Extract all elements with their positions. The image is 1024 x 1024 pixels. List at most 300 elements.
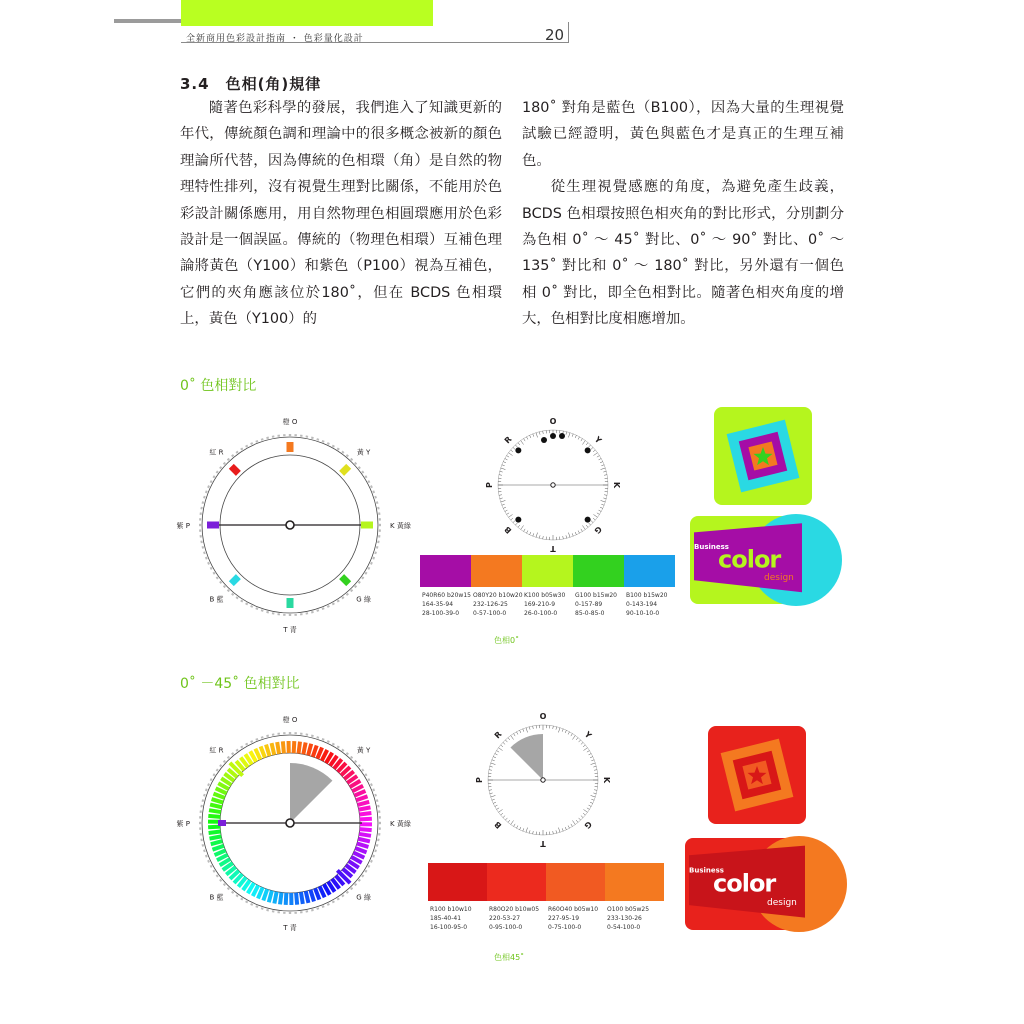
dial-tick — [589, 523, 591, 525]
paragraph: 180˚ 對角是藍色（B100），因為大量的生理視覺試驗已經證明，黃色與藍色才是真正的生理互補色。 — [522, 100, 844, 169]
dial-tick — [526, 728, 528, 733]
figure-caption-45deg: 色相45˚ — [494, 953, 525, 962]
body-column-left — [180, 95, 502, 333]
wheel-tick — [322, 738, 325, 741]
dial-tick — [533, 533, 534, 536]
wheel-tick — [223, 462, 226, 465]
dial-tick — [591, 760, 594, 761]
dial-tick — [558, 828, 560, 833]
dial-tick — [530, 435, 531, 438]
wheel-tick — [261, 907, 264, 910]
wheel-tick — [199, 827, 201, 830]
dial-tick — [521, 525, 524, 529]
wheel-tick — [370, 485, 373, 488]
wheel-tick — [223, 760, 226, 763]
wheel-center — [286, 521, 294, 529]
header-gray-rule — [114, 19, 181, 23]
wheel-hue-bar — [360, 817, 372, 822]
wheel-tick — [376, 799, 379, 802]
color-swatch — [546, 863, 605, 901]
wheel-tick — [283, 912, 286, 914]
wheel-tick — [327, 605, 330, 608]
dial-tick — [523, 828, 524, 831]
dial-tick — [593, 450, 595, 452]
wheel-hue-bar — [208, 814, 220, 819]
swatch-cmyk: 0-54-100-0 — [607, 924, 641, 931]
dial-tick — [565, 827, 566, 830]
wheel-tick — [370, 562, 373, 565]
dial-tick — [563, 536, 564, 539]
swatch-name: R60O40 b05w10 — [548, 906, 599, 913]
wheel-direction-label: 橙 O — [282, 418, 298, 426]
wheel-hue-bar — [289, 893, 293, 905]
swatch-cmyk: 16-100-95-0 — [430, 924, 468, 931]
dial-direction-label: K — [602, 776, 611, 784]
dial-tick — [497, 751, 500, 753]
dial-tick — [599, 510, 602, 511]
wheel-tick — [219, 879, 222, 882]
dial-tick — [603, 498, 606, 499]
dial-tick — [587, 751, 590, 753]
dial-tick — [589, 754, 592, 755]
dial-tick — [583, 809, 587, 812]
wheel-tick — [379, 529, 381, 532]
wheel-tick — [213, 870, 216, 873]
dial-direction-label: G — [592, 524, 604, 536]
wheel-tick — [289, 912, 291, 914]
dial-tick — [499, 495, 502, 496]
wheel-tick — [255, 738, 258, 741]
wheel-tick — [236, 596, 239, 599]
wheel-tick — [213, 475, 216, 478]
wheel-tick — [305, 435, 308, 437]
dial-tick — [529, 830, 530, 833]
wheel-direction-label: 橙 O — [282, 716, 298, 724]
wheel-tick — [236, 894, 239, 897]
wheel-tick — [200, 507, 202, 510]
wheel-tick — [283, 732, 286, 734]
wheel-tick — [227, 756, 230, 759]
dial-tick — [518, 525, 520, 527]
dial-tick — [513, 447, 515, 449]
wheel-tick — [202, 501, 205, 504]
dial-tick — [572, 736, 575, 740]
wheel-hue-bar — [299, 892, 305, 904]
swatch-rgb: 232-126-25 — [473, 601, 508, 608]
wheel-tick — [377, 838, 379, 841]
wheel-tick — [372, 855, 375, 858]
dial-tick — [572, 533, 573, 536]
dial-tick — [539, 535, 540, 538]
wheel-direction-label: B 藍 — [209, 595, 224, 604]
wheel-tick — [332, 602, 335, 605]
color-swatch-strip-0deg — [420, 555, 680, 617]
wheel-tick — [207, 562, 210, 565]
dial-tick — [593, 514, 597, 517]
figure-heading-0deg: 0˚ 色相對比 — [180, 378, 257, 394]
dial-tick — [600, 462, 603, 463]
wheel-tick — [200, 512, 202, 515]
wheel-tick — [379, 827, 381, 830]
swatch-cmyk: 85-0-85-0 — [575, 610, 605, 617]
swatch-name: R100 b10w10 — [430, 906, 472, 913]
dial-tick — [508, 820, 510, 822]
figure-heading-45deg: 0˚ －45˚ 色相對比 — [180, 676, 300, 692]
dial-tick — [503, 742, 505, 744]
dial-hue-dot — [585, 447, 591, 453]
wheel-tick — [255, 607, 258, 610]
swatch-cmyk: 0-57-100-0 — [473, 610, 507, 617]
wheel-hue-bar — [209, 808, 221, 814]
header-accent-band — [181, 0, 433, 26]
dial-hue-dot — [550, 433, 556, 439]
wheel-hue-bar — [209, 834, 222, 840]
swatch-rgb: 227-95-19 — [548, 915, 580, 922]
dial-tick — [507, 513, 510, 515]
wheel-tick — [277, 613, 280, 615]
dial-tick — [581, 816, 583, 818]
wheel-tick — [379, 524, 381, 526]
wheel-tick — [277, 435, 280, 437]
wheel-tick — [374, 496, 377, 499]
color-swatch — [471, 555, 522, 587]
dial-tick — [536, 433, 538, 438]
wheel-tick — [377, 507, 379, 510]
wheel-direction-label: 紅 R — [209, 746, 224, 755]
wheel-tick — [231, 752, 234, 755]
dial-direction-label: P — [475, 777, 484, 783]
swatch-rgb: 233-130-26 — [607, 915, 642, 922]
dial-tick — [593, 766, 596, 767]
paragraph: 從生理視覺感應的角度，為避免產生歧義，BCDS 色相環按照色相夾角的對比形式，分別劃分為色相 0˚ ～ 45˚ 對比、0˚ ～ 90˚ 對比、0˚ ～ 135˚ 對比和 0˚ ～ 180˚ 對比，另外還有一個色相 0˚ 對比，即全色相對比。隨著色相夾角度的增大，色相對比度相應增加。 — [522, 179, 844, 328]
badge-brand-text: Business — [694, 542, 729, 551]
wheel-tick — [311, 735, 314, 738]
dial-direction-label: O — [549, 417, 557, 426]
wheel-tick — [272, 910, 275, 912]
dial-tick — [568, 826, 569, 829]
dial-tick — [604, 475, 607, 476]
wheel-tick — [203, 849, 206, 852]
wheel-tick — [341, 451, 344, 454]
dial-tick — [491, 795, 496, 797]
dial-tick — [514, 734, 516, 737]
logo-badge-0deg — [690, 514, 842, 606]
wheel-tick — [376, 501, 379, 504]
wheel-tick — [346, 891, 349, 894]
dial-tick — [505, 510, 508, 511]
wheel-tick — [311, 909, 314, 912]
wheel-direction-label: T 青 — [283, 626, 297, 634]
wheel-tick — [350, 589, 353, 592]
wheel-tick — [337, 746, 340, 749]
dial-center — [551, 483, 555, 487]
wheel-tick — [266, 909, 269, 912]
swatch-name: B100 b15w20 — [626, 592, 668, 599]
dial-tick — [558, 728, 560, 733]
wheel-tick — [240, 600, 243, 603]
dial-tick — [533, 831, 534, 834]
wheel-hue-bar — [275, 742, 281, 754]
dial-tick — [594, 790, 597, 791]
wheel-tick — [316, 609, 319, 612]
wheel-tick — [376, 844, 379, 847]
dial-tick — [593, 518, 595, 520]
wheel-tick — [277, 733, 280, 735]
wheel-tick — [379, 816, 381, 819]
wheel-tick — [305, 612, 308, 614]
dial-tick — [599, 459, 602, 460]
wheel-tick — [322, 440, 325, 443]
wheel-tick — [203, 551, 206, 554]
wheel-tick — [200, 535, 202, 538]
dial-tick — [495, 754, 498, 755]
dial-tick — [493, 802, 496, 803]
dial-tick — [501, 745, 503, 747]
wheel-tick — [311, 611, 314, 614]
dial-tick — [591, 763, 596, 765]
dial-direction-label: Y — [582, 729, 594, 741]
badge-word: color — [718, 545, 781, 574]
wheel-tick — [332, 900, 335, 903]
wheel-tick — [289, 732, 291, 734]
badge-tagline: design — [764, 573, 794, 584]
wheel-tick — [245, 743, 248, 746]
wheel-hue-mark — [229, 464, 241, 476]
dial-tick — [502, 504, 505, 505]
wheel-direction-label: 紫 P — [176, 522, 190, 530]
badge-tagline: design — [767, 898, 797, 909]
wheel-tick — [300, 911, 303, 913]
wheel-tick — [354, 585, 357, 588]
dial-tick — [533, 726, 534, 729]
wheel-hue-bar — [294, 893, 299, 905]
wheel-tick — [327, 442, 330, 445]
color-swatch — [624, 555, 675, 587]
dial-tick — [568, 533, 570, 538]
wheel-tick — [219, 764, 222, 767]
wheel-tick — [202, 844, 205, 847]
wheel-tick — [372, 557, 375, 560]
swatch-cmyk: 0-75-100-0 — [548, 924, 582, 931]
dial-tick — [597, 513, 600, 515]
swatch-cmyk: 28-100-39-0 — [422, 610, 460, 617]
wheel-direction-label: K 黃綠 — [390, 522, 411, 530]
wheel-hue-bar — [292, 741, 297, 753]
logo-square-45deg — [706, 724, 808, 826]
wheel-tick — [358, 879, 361, 882]
dial-tick — [593, 793, 596, 794]
wheel-tick — [327, 740, 330, 743]
wheel-tick — [379, 822, 381, 824]
wheel-tick — [365, 572, 368, 575]
wheel-tick — [227, 458, 230, 461]
wheel-tick — [332, 743, 335, 746]
dial-tick — [489, 770, 492, 771]
dial-tick — [601, 504, 604, 505]
dial-tick — [533, 434, 534, 437]
wheel-tick — [240, 898, 243, 901]
wheel-tick — [337, 448, 340, 451]
wheel-tick — [294, 434, 297, 436]
dial-tick — [579, 818, 581, 820]
wheel-hue-bar — [208, 830, 220, 835]
wheel-tick — [210, 567, 213, 570]
hue-wheel-0deg — [170, 405, 410, 645]
dial-tick — [501, 500, 506, 502]
dial-tick — [524, 529, 526, 532]
dial-tick — [523, 729, 524, 732]
dial-tick — [553, 726, 554, 729]
wheel-tick — [361, 471, 364, 474]
wheel-direction-label: G 綠 — [356, 893, 371, 902]
wheel-tick — [255, 440, 258, 443]
dial-tick — [575, 435, 576, 438]
wheel-hue-bar — [358, 805, 371, 811]
wheel-tick — [210, 865, 213, 868]
dial-hue-dot — [541, 437, 547, 443]
dial-tick — [508, 738, 510, 740]
wheel-tick — [277, 911, 280, 913]
dial-tick — [505, 818, 507, 820]
wheel-tick — [245, 445, 248, 448]
wheel-tick — [341, 749, 344, 752]
wheel-tick — [379, 518, 381, 521]
wheel-tick — [361, 874, 364, 877]
wheel-tick — [316, 736, 319, 739]
wheel-hue-bar — [287, 741, 291, 753]
wheel-tick — [223, 883, 226, 886]
wheel-tick — [266, 611, 269, 614]
wheel-tick — [305, 733, 308, 735]
wheel-tick — [266, 735, 269, 738]
wheel-tick — [294, 732, 297, 734]
swatch-rgb: 220-53-27 — [489, 915, 521, 922]
wheel-tick — [337, 898, 340, 901]
dial-tick — [589, 445, 591, 447]
wheel-tick — [203, 794, 206, 797]
dial-direction-label: B — [492, 819, 504, 831]
dial-direction-label: G — [582, 819, 594, 831]
wheel-tick — [231, 593, 234, 596]
wheel-tick — [346, 593, 349, 596]
wheel-tick — [250, 740, 253, 743]
dial-direction-label: T — [550, 544, 556, 553]
dial-tick — [493, 757, 496, 758]
wheel-tick — [200, 810, 202, 813]
dial-tick — [526, 828, 528, 833]
hue-angle-dial-45deg — [468, 705, 618, 855]
dial-direction-label: T — [540, 839, 546, 848]
dial-tick — [495, 805, 498, 806]
wheel-angle-sector — [290, 763, 332, 823]
wheel-tick — [358, 581, 361, 584]
dial-tick — [601, 500, 606, 502]
wheel-direction-label: 紫 P — [176, 820, 190, 828]
color-swatch — [522, 555, 573, 587]
dial-tick — [572, 820, 575, 824]
wheel-tick — [374, 849, 377, 852]
wheel-tick — [216, 769, 219, 772]
dial-tick — [521, 441, 524, 445]
dial-tick — [499, 475, 502, 476]
dial-tick — [581, 529, 583, 532]
wheel-tick — [316, 438, 319, 441]
dial-tick — [590, 757, 593, 758]
wheel-tick — [272, 733, 275, 735]
wheel-tick — [261, 736, 264, 739]
dial-tick — [576, 738, 578, 740]
wheel-hue-mark — [287, 598, 294, 608]
dial-tick — [520, 827, 521, 830]
wheel-tick — [205, 557, 208, 560]
dial-tick — [553, 831, 554, 834]
dial-tick — [575, 532, 576, 535]
dial-tick — [505, 459, 508, 460]
dial-tick — [591, 795, 596, 797]
dial-tick — [527, 437, 528, 440]
dial-tick — [597, 456, 600, 458]
wheel-tick — [365, 773, 368, 776]
wheel-tick — [300, 733, 303, 735]
dial-hue-dot — [559, 433, 565, 439]
wheel-tick — [199, 529, 201, 532]
dial-tick — [490, 766, 493, 767]
wheel-tick — [227, 887, 230, 890]
swatch-cmyk: 0-95-100-0 — [489, 924, 523, 931]
wheel-direction-label: B 藍 — [209, 893, 224, 902]
wheel-tick — [365, 870, 368, 873]
dial-tick — [556, 727, 557, 730]
wheel-tick — [283, 434, 286, 436]
hue-wheel-45deg — [170, 703, 410, 943]
wheel-tick — [240, 448, 243, 451]
dial-tick — [514, 824, 516, 827]
dial-tick — [583, 745, 585, 747]
dial-hue-dot — [585, 517, 591, 523]
dial-tick — [527, 531, 528, 534]
wheel-tick — [354, 462, 357, 465]
badge-brand-text: Business — [689, 866, 724, 875]
wheel-tick — [337, 600, 340, 603]
dial-tick — [572, 434, 573, 437]
wheel-tick — [370, 860, 373, 863]
dial-tick — [566, 432, 567, 435]
dial-tick — [586, 443, 588, 445]
dial-tick — [511, 820, 514, 824]
wheel-end-mark-right — [361, 522, 370, 529]
wheel-hue-mark — [339, 574, 351, 586]
dial-tick — [589, 805, 592, 806]
color-swatch — [420, 555, 471, 587]
wheel-tick — [205, 855, 208, 858]
paragraph: 隨著色彩科學的發展，我們進入了知識更新的年代，傳統顏色調和理論中的很多概念被新的顏色理論所代替，因為傳統的色相環（角）是自然的物理特性排列，沒有視覺生理對比關係，不能用於色彩設計關係應用，用自然物理色相圓環應用於色彩設計是一個誤區。傳統的（物理色相環）互補色理論將黃色（Y100）和紫色（P100）視為互補色，它們的夾角應該位於180˚，但在 BCDS 色相環上，黃色（Y100）的 — [180, 100, 502, 328]
dial-tick — [518, 443, 520, 445]
wheel-tick — [332, 445, 335, 448]
wheel-tick — [272, 435, 275, 437]
dial-tick — [556, 830, 557, 833]
dial-tick — [515, 445, 517, 447]
wheel-tick — [327, 903, 330, 906]
wheel-tick — [341, 596, 344, 599]
dial-tick — [501, 813, 503, 815]
wheel-hue-bar — [284, 893, 289, 905]
dial-tick — [600, 507, 603, 508]
dial-tick — [579, 740, 581, 742]
dial-tick — [604, 495, 607, 496]
swatch-rgb: 0-143-194 — [626, 601, 658, 608]
swatch-cmyk: 90-10-10-0 — [626, 610, 660, 617]
dial-tick — [583, 813, 585, 815]
